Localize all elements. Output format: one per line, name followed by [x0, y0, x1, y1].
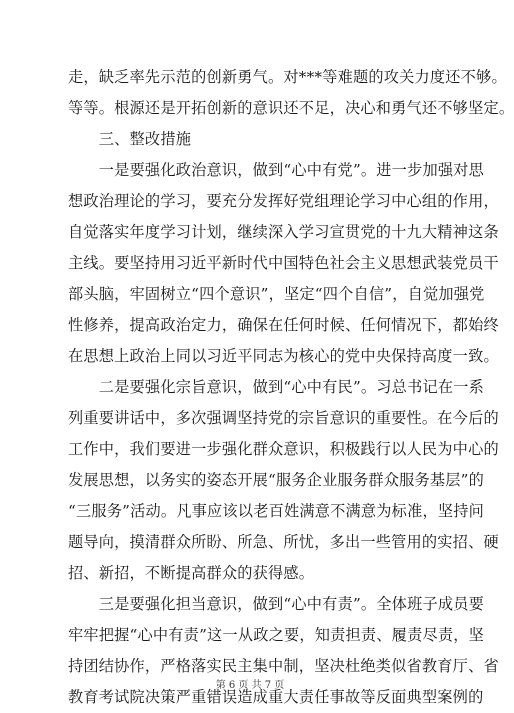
text-line: 持团结协作，严格落实民主集中制，坚决杜绝类似省教育厅、省 [68, 657, 499, 675]
text-line: 发展思想，以务实的姿态开展“服务企业服务群众服务基层”的 [68, 471, 485, 489]
text-line: 题导向，摸清群众所盼、所急、所忧，多出一些管用的实招、硬 [68, 533, 499, 551]
text-line: 自觉落实年度学习计划，继续深入学习宣贯党的十九大精神这条 [68, 223, 499, 241]
text-line: 部头脑，牢固树立“四个意识”，坚定“四个自信”，自觉加强党 [68, 285, 485, 303]
text-line: 列重要讲话中，多次强调坚持党的宗旨意识的重要性。在今后的 [68, 409, 499, 427]
text-line: 在思想上政治上同以习近平同志为核心的党中央保持高度一致。 [68, 347, 499, 365]
text-line: 一是要强化政治意识，做到“心中有党”。进一步加强对思 [68, 161, 485, 179]
section-heading: 三、整改措施 [68, 130, 192, 148]
text-line: 等等。根源还是开拓创新的意识还不足，决心和勇气还不够坚定。 [68, 99, 514, 117]
document-body [68, 62, 514, 713]
text-line: 工作中，我们要进一步强化群众意识，积极践行以人民为中心的 [68, 440, 499, 458]
text-line: 想政治理论的学习，要充分发挥好党组理论学习中心组的作用， [68, 192, 499, 210]
text-line: 主线。要坚持用习近平新时代中国特色社会主义思想武装党员干 [68, 254, 499, 272]
text-line: 教育考试院决策严重错误造成重大责任事故等反面典型案例的 [68, 688, 484, 706]
text-line: 二是要强化宗旨意识，做到“心中有民”。习总书记在一系 [68, 378, 485, 396]
text-line: 牢牢把握“心中有责”这一从政之要，知责担责、履责尽责，坚 [68, 626, 485, 644]
text-line: 走，缺乏率先示范的创新勇气。对***等难题的攻关力度还不够。 [68, 68, 507, 86]
text-line: “三服务”活动。凡事应该以老百姓满意不满意为标准，坚持问 [68, 502, 485, 520]
text-line: 招、新招，不断提高群众的获得感。 [68, 564, 315, 582]
text-line: 性修养，提高政治定力，确保在任何时候、任何情况下，都始终 [68, 316, 499, 334]
text-line: 三是要强化担当意识，做到“心中有责”。全体班子成员要 [68, 595, 485, 613]
page-number: 第 6 页 共 7 页 [215, 680, 285, 691]
